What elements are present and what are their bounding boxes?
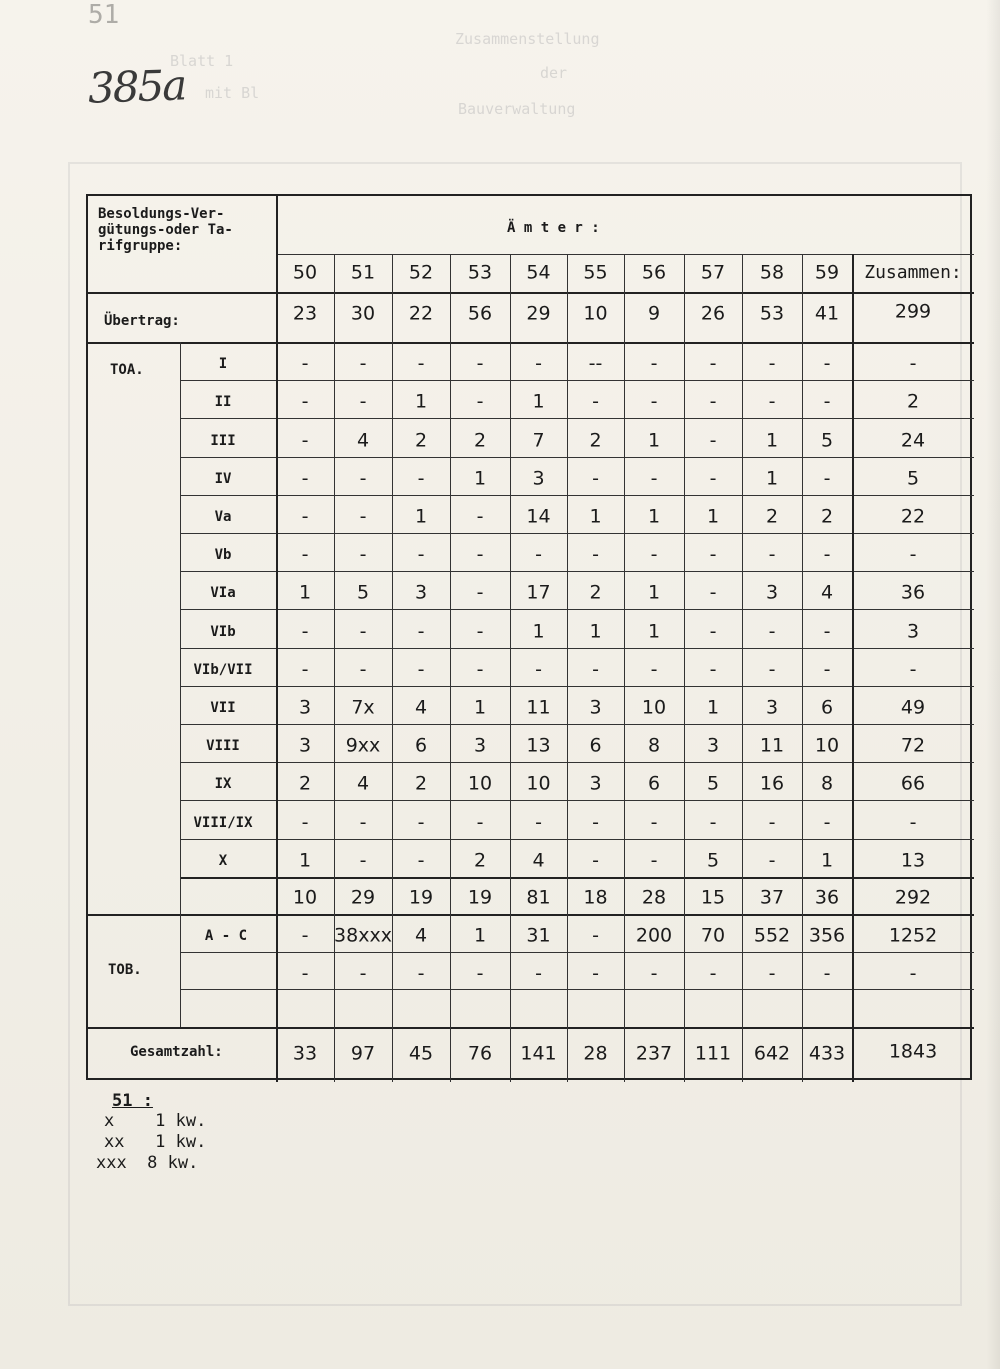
gesamt-cell: 97	[350, 1042, 376, 1065]
faded-page-number: 51	[88, 0, 120, 30]
toa-group-vib-vii: VIb/VII	[193, 661, 253, 678]
toa-cell: -	[709, 620, 717, 642]
toa-group-va: Va	[214, 508, 232, 525]
toa-cell: 5	[706, 849, 720, 872]
toa-cell: 1	[589, 505, 602, 528]
handwritten-note: 385a	[87, 60, 187, 113]
table-rule-horizontal	[88, 342, 974, 344]
toa-cell: -	[301, 658, 309, 681]
toa-cell: -	[476, 581, 484, 604]
gesamt-cell: 45	[408, 1042, 434, 1065]
column-header-amt-59: 59	[814, 261, 840, 284]
table-rule-horizontal	[180, 800, 974, 801]
toa-cell: -	[535, 352, 542, 375]
gesamt-cell: 28	[583, 1042, 608, 1065]
toa-cell: -	[709, 429, 717, 451]
table-rule-vertical	[852, 254, 854, 1082]
uebertrag-cell: 23	[292, 302, 318, 325]
toa-cell: -	[359, 390, 367, 413]
toa-cell: -	[359, 849, 367, 872]
toa-cell: -	[709, 390, 717, 413]
toa-cell: -	[301, 505, 309, 528]
toa-cell: -	[823, 811, 831, 833]
toa-sum-cell: 18	[583, 886, 608, 909]
table-rule-horizontal	[88, 292, 974, 294]
toa-cell: -	[823, 352, 831, 375]
toa-cell: -	[359, 352, 367, 375]
uebertrag-cell: 29	[526, 302, 551, 325]
table-rule-vertical	[276, 196, 278, 1082]
table-rule-vertical	[684, 254, 685, 1082]
tob-cell: 356	[808, 924, 846, 947]
toa-sum-cell: 19	[408, 886, 434, 909]
toa-cell: 6	[589, 734, 602, 757]
tob-cell: -	[592, 962, 599, 984]
gesamtzahl-label: Gesamtzahl:	[130, 1044, 223, 1060]
uebertrag-cell: 10	[583, 302, 608, 325]
table-rule-vertical	[334, 254, 335, 1082]
tob-cell: -	[768, 962, 776, 984]
toa-cell: -	[417, 543, 425, 566]
uebertrag-cell: 30	[350, 302, 376, 325]
toa-row-total: 2	[906, 390, 920, 413]
uebertrag-cell: 26	[700, 302, 726, 325]
toa-row-total: 13	[900, 849, 926, 872]
table-rule-vertical	[450, 254, 451, 1082]
table-rule-horizontal	[180, 648, 974, 649]
tob-group-a-c: A - C	[204, 928, 248, 944]
toa-cell: 4	[356, 772, 370, 795]
table-rule-horizontal	[180, 495, 974, 496]
footnote-line-3: xxx 8 kw.	[96, 1153, 199, 1173]
toa-cell: 1	[647, 505, 661, 528]
tob-cell: -	[650, 962, 658, 984]
toa-row-total: -	[909, 352, 917, 375]
toa-sum-cell: 81	[526, 886, 551, 909]
tob-cell: -	[535, 962, 542, 984]
toa-cell: -	[476, 658, 484, 681]
table-rule-vertical	[742, 254, 743, 1082]
toa-cell: 2	[820, 505, 834, 528]
toa-cell: 1	[414, 505, 428, 528]
toa-cell: -	[359, 620, 367, 642]
uebertrag-cell: 9	[647, 302, 661, 325]
toa-group-ii: II	[214, 394, 232, 411]
page-edge-shadow	[986, 0, 1000, 1369]
tob-cell: 1	[473, 924, 487, 947]
table-rule-horizontal	[180, 877, 974, 879]
toa-cell: 8	[820, 772, 834, 795]
toa-cell: 1	[473, 696, 487, 719]
toa-cell: -	[301, 620, 309, 642]
table-rule-horizontal	[180, 380, 974, 381]
toa-cell: 13	[526, 734, 551, 757]
toa-cell: -	[535, 658, 542, 681]
toa-cell: -	[476, 620, 484, 642]
toa-cell: 2	[473, 849, 487, 872]
toa-cell: -	[476, 352, 484, 375]
tob-cell: -	[417, 962, 425, 984]
toa-cell: -	[650, 543, 658, 566]
toa-cell: 1	[532, 620, 545, 642]
toa-cell: -	[650, 467, 658, 490]
toa-cell: 4	[414, 696, 428, 719]
toa-cell: 10	[641, 696, 667, 719]
toa-sum-cell: 36	[814, 886, 840, 909]
toa-cell: 2	[298, 772, 312, 795]
uebertrag-cell: 22	[408, 302, 434, 325]
toa-cell: -	[650, 811, 658, 833]
tob-cell: 4	[414, 924, 428, 947]
toa-cell: -	[650, 658, 658, 681]
toa-cell: -	[768, 352, 776, 375]
toa-cell: --	[588, 352, 603, 375]
gesamt-cell: 33	[292, 1042, 318, 1065]
toa-cell: -	[301, 811, 309, 833]
toa-cell: -	[301, 429, 309, 451]
table-rule-horizontal	[88, 914, 974, 916]
tob-cell: 552	[753, 924, 791, 947]
toa-cell: -	[359, 811, 367, 833]
uebertrag-cell: 56	[467, 302, 493, 325]
toa-cell: 1	[414, 390, 428, 413]
column-header-total: Zusammen:	[864, 262, 962, 283]
table-rule-horizontal	[180, 839, 974, 840]
toa-cell: 11	[526, 696, 551, 719]
toa-cell: -	[768, 658, 776, 681]
toa-cell: 1	[765, 429, 779, 451]
toa-cell: 2	[414, 772, 428, 795]
column-header-amt-56: 56	[641, 261, 667, 284]
toa-cell: 3	[414, 581, 428, 604]
toa-sum-cell: 19	[467, 886, 493, 909]
toa-cell: -	[476, 543, 484, 566]
column-header-amt-52: 52	[408, 261, 434, 284]
bleed-through-header-2: der	[540, 64, 568, 82]
column-header-amt-57: 57	[700, 261, 726, 284]
toa-cell: -	[650, 352, 658, 375]
toa-cell: 2	[589, 429, 602, 451]
toa-sum-cell: 37	[759, 886, 785, 909]
toa-cell: -	[709, 352, 717, 375]
toa-group-viii-ix: VIII/IX	[193, 814, 253, 831]
toa-cell: -	[359, 543, 367, 566]
toa-cell: 3	[473, 734, 487, 757]
tob-cell: -	[301, 962, 309, 984]
toa-cell: -	[768, 849, 776, 872]
toa-row-total: -	[909, 811, 917, 833]
toa-cell: -	[417, 467, 425, 490]
table-rule-horizontal	[180, 952, 974, 953]
toa-cell: 6	[647, 772, 661, 795]
toa-cell: -	[359, 505, 367, 528]
toa-cell: 1	[706, 696, 720, 719]
toa-cell: -	[823, 543, 831, 566]
table-rule-horizontal	[180, 609, 974, 610]
toa-row-total: 22	[900, 505, 926, 528]
toa-cell: 7x	[351, 696, 375, 719]
toa-cell: -	[476, 505, 484, 528]
bleed-through-blatt: Blatt 1	[170, 52, 234, 70]
toa-cell: 3	[765, 696, 779, 719]
toa-cell: 6	[820, 696, 834, 719]
table-rule-horizontal	[180, 457, 974, 458]
toa-row-total: 36	[900, 581, 926, 604]
uebertrag-cell: 41	[814, 302, 840, 325]
toa-sum-total: 292	[894, 886, 932, 909]
toa-cell: 11	[759, 734, 785, 757]
toa-cell: 4	[356, 429, 370, 451]
toa-cell: 2	[473, 429, 487, 451]
toa-cell: 1	[820, 849, 834, 872]
toa-cell: -	[535, 543, 542, 566]
gesamt-total: 1843	[888, 1040, 938, 1063]
toa-cell: -	[709, 811, 717, 833]
toa-cell: -	[768, 390, 776, 413]
toa-cell: -	[592, 658, 599, 681]
toa-cell: 2	[765, 505, 779, 528]
toa-cell: 9xx	[345, 734, 381, 757]
toa-cell: 1	[706, 505, 720, 528]
toa-row-total: 5	[906, 467, 920, 490]
toa-cell: 1	[765, 467, 779, 490]
toa-cell: -	[535, 811, 542, 833]
bleed-through-blatt-sub: mit Bl	[205, 84, 260, 102]
tob-cell: 200	[635, 924, 673, 947]
toa-group-iii: III	[210, 432, 236, 449]
toa-cell: 3	[532, 467, 545, 490]
toa-cell: -	[476, 811, 484, 833]
toa-cell: 3	[589, 696, 602, 719]
toa-cell: 1	[589, 620, 602, 642]
toa-cell: 1	[647, 581, 661, 604]
gesamt-cell: 111	[694, 1042, 732, 1065]
toa-cell: 3	[706, 734, 720, 757]
toa-cell: -	[359, 467, 367, 490]
uebertrag-label: Übertrag:	[104, 313, 180, 329]
table-rule-vertical	[510, 254, 511, 1082]
toa-cell: -	[650, 390, 658, 413]
toa-row-total: 72	[900, 734, 926, 757]
staff-summary-table	[86, 194, 972, 1080]
toa-cell: -	[301, 543, 309, 566]
toa-cell: 1	[473, 467, 487, 490]
toa-cell: -	[417, 658, 425, 681]
toa-cell: 10	[814, 734, 840, 757]
toa-cell: 1	[647, 429, 661, 451]
toa-sum-cell: 10	[292, 886, 318, 909]
toa-sum-cell: 29	[350, 886, 376, 909]
toa-row-total: -	[909, 658, 917, 681]
toa-cell: 4	[532, 849, 545, 872]
tob-cell: -	[823, 962, 831, 984]
table-rule-horizontal	[88, 1027, 974, 1029]
toa-group-vib: VIb	[210, 623, 236, 640]
toa-cell: -	[709, 543, 717, 566]
toa-group-vii: VII	[210, 699, 236, 716]
toa-sum-cell: 28	[641, 886, 667, 909]
toa-cell: -	[476, 390, 484, 413]
aemter-header: Ä m t e r :	[507, 220, 600, 236]
toa-row-total: 49	[900, 696, 926, 719]
toa-group-ix: IX	[214, 776, 232, 793]
column-header-amt-53: 53	[467, 261, 493, 284]
toa-cell: -	[301, 390, 309, 413]
column-header-amt-54: 54	[526, 261, 551, 284]
toa-group-i: I	[218, 356, 228, 373]
toa-cell: -	[592, 811, 599, 833]
gesamt-cell: 433	[808, 1042, 846, 1065]
tob-cell: -	[592, 924, 599, 947]
toa-cell: -	[301, 467, 309, 490]
column-header-amt-50: 50	[292, 261, 318, 284]
toa-cell: 1	[298, 849, 312, 872]
tob-cell: -	[476, 962, 484, 984]
table-rule-horizontal	[180, 989, 974, 990]
toa-cell: -	[650, 849, 658, 872]
column-header-amt-58: 58	[759, 261, 785, 284]
toa-cell: -	[417, 811, 425, 833]
footnote-title: 51 :	[112, 1091, 153, 1111]
toa-cell: -	[417, 620, 425, 642]
toa-cell: -	[592, 849, 599, 872]
table-rule-horizontal	[180, 762, 974, 763]
toa-cell: 3	[589, 772, 602, 795]
column-header-amt-51: 51	[350, 261, 376, 284]
toa-row-total: 3	[906, 620, 920, 642]
tob-cell: -	[709, 962, 717, 984]
tob-cell: -	[359, 962, 367, 984]
tob-cell: 31	[526, 924, 551, 947]
toa-label: TOA.	[110, 362, 144, 378]
toa-cell: -	[823, 658, 831, 681]
toa-cell: 16	[759, 772, 785, 795]
table-rule-vertical	[624, 254, 625, 1082]
toa-cell: 3	[765, 581, 779, 604]
toa-row-total: -	[909, 543, 917, 566]
toa-cell: 10	[467, 772, 493, 795]
toa-cell: -	[768, 543, 776, 566]
tob-row-total: -	[909, 962, 917, 984]
footnote-line-2: xx 1 kw.	[104, 1132, 207, 1152]
tob-cell: 38xxx	[334, 924, 392, 947]
toa-cell: 6	[414, 734, 428, 757]
table-rule-horizontal	[180, 533, 974, 534]
table-rule-horizontal	[180, 418, 974, 419]
gesamt-cell: 76	[467, 1042, 493, 1065]
toa-cell: -	[709, 581, 717, 604]
group-header-label: Besoldungs-Ver- gütungs-oder Ta- rifgruppe:	[98, 206, 233, 255]
table-rule-horizontal	[180, 571, 974, 572]
toa-cell: 14	[526, 505, 551, 528]
toa-group-viii: VIII	[206, 738, 240, 755]
table-rule-horizontal	[180, 724, 974, 725]
toa-cell: 4	[820, 581, 834, 604]
toa-cell: 17	[526, 581, 551, 604]
toa-row-total: 66	[900, 772, 926, 795]
toa-cell: 5	[356, 581, 370, 604]
gesamt-cell: 642	[753, 1042, 791, 1065]
bleed-through-header-3: Bauverwaltung	[458, 100, 576, 118]
toa-cell: -	[823, 467, 831, 490]
table-rule-horizontal	[276, 254, 974, 255]
table-rule-vertical	[567, 254, 568, 1082]
uebertrag-cell: 53	[759, 302, 785, 325]
toa-cell: 10	[526, 772, 551, 795]
toa-cell: -	[417, 352, 425, 375]
toa-cell: 2	[414, 429, 428, 451]
gesamt-cell: 141	[520, 1042, 557, 1065]
toa-cell: -	[823, 620, 831, 642]
toa-cell: 2	[589, 581, 602, 604]
table-rule-horizontal	[180, 686, 974, 687]
tob-label: TOB.	[108, 962, 142, 978]
footnote-line-1: x 1 kw.	[104, 1111, 207, 1131]
toa-cell: 1	[647, 620, 661, 642]
toa-cell: 7	[532, 429, 545, 451]
toa-cell: -	[768, 811, 776, 833]
toa-cell: 1	[532, 390, 545, 413]
toa-cell: 5	[706, 772, 720, 795]
tob-cell: 70	[700, 924, 726, 947]
uebertrag-total: 299	[894, 300, 932, 323]
toa-cell: -	[768, 620, 776, 642]
toa-cell: 3	[298, 734, 312, 757]
toa-cell: -	[592, 390, 599, 413]
table-rule-vertical	[392, 254, 393, 1082]
toa-cell: -	[709, 467, 717, 490]
toa-cell: -	[592, 543, 599, 566]
toa-cell: 3	[298, 696, 312, 719]
toa-group-iv: IV	[214, 470, 232, 487]
toa-cell: -	[417, 849, 425, 872]
toa-cell: -	[592, 467, 599, 490]
column-header-amt-55: 55	[583, 261, 608, 284]
toa-cell: -	[301, 352, 309, 375]
toa-sum-cell: 15	[700, 886, 726, 909]
toa-group-x: X	[218, 852, 228, 869]
toa-cell: -	[823, 390, 831, 413]
toa-group-vb: Vb	[214, 547, 232, 564]
toa-cell: -	[709, 658, 717, 681]
tob-row-total: 1252	[888, 924, 938, 947]
toa-cell: 8	[647, 734, 661, 757]
toa-row-total: 24	[900, 429, 926, 451]
table-rule-vertical	[802, 254, 803, 1082]
table-rule-vertical	[180, 342, 181, 1027]
toa-group-via: VIa	[210, 585, 236, 602]
toa-cell: -	[359, 658, 367, 681]
gesamt-cell: 237	[635, 1042, 673, 1065]
toa-cell: 1	[298, 581, 312, 604]
tob-cell: -	[301, 924, 309, 947]
bleed-through-header-1: Zusammenstellung	[455, 30, 600, 48]
toa-cell: 5	[820, 429, 834, 451]
